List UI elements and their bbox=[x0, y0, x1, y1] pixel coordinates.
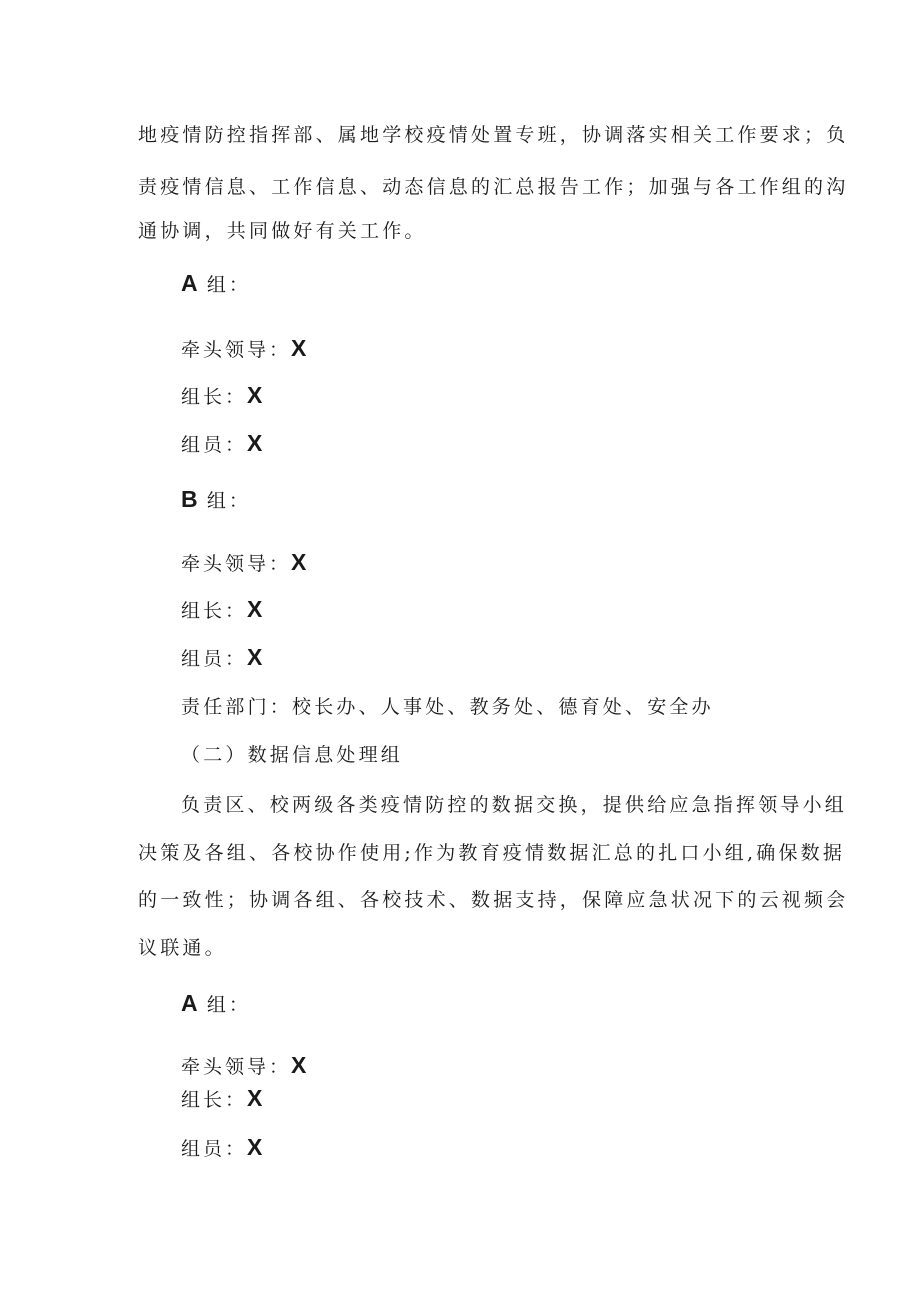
paragraph2-line: 议联通。 bbox=[138, 937, 227, 959]
paragraph2-line: 的一致性；协调各组、各校技术、数据支持，保障应急状况下的云视频会 bbox=[138, 889, 849, 911]
lead-row bbox=[181, 551, 306, 574]
member-value: X bbox=[247, 1134, 263, 1160]
leader-label: 组长： bbox=[181, 1089, 248, 1111]
paragraph1-line: 责疫情信息、工作信息、动态信息的汇总报告工作；加强与各工作组的沟 bbox=[138, 176, 849, 198]
group-label: 组： bbox=[206, 274, 251, 296]
group-letter: A bbox=[181, 990, 198, 1016]
member-row bbox=[181, 1136, 262, 1159]
leader-label: 组长： bbox=[181, 600, 248, 622]
group-letter: B bbox=[181, 486, 198, 512]
paragraph2-line: 负责区、校两级各类疫情防控的数据交换，提供给应急指挥领导小组 bbox=[181, 794, 848, 816]
leader-row bbox=[181, 1087, 262, 1110]
leader-value: X bbox=[247, 382, 263, 408]
leader-label: 组长： bbox=[181, 386, 248, 408]
lead-row bbox=[181, 337, 306, 360]
group-heading bbox=[181, 488, 251, 511]
member-row bbox=[181, 646, 262, 669]
leader-row bbox=[181, 598, 262, 621]
member-value: X bbox=[247, 644, 263, 670]
lead-label: 牵头领导： bbox=[181, 339, 292, 361]
member-label: 组员： bbox=[181, 434, 248, 456]
group-label: 组： bbox=[206, 994, 251, 1016]
member-value: X bbox=[247, 430, 263, 456]
group-heading bbox=[181, 992, 251, 1015]
lead-value: X bbox=[291, 549, 307, 575]
paragraph1-line: 通协调，共同做好有关工作。 bbox=[138, 220, 427, 242]
lead-label: 牵头领导： bbox=[181, 1056, 292, 1078]
section-title: （二）数据信息处理组 bbox=[181, 744, 404, 766]
lead-row bbox=[181, 1054, 306, 1077]
group-letter: A bbox=[181, 270, 198, 296]
member-row bbox=[181, 432, 262, 455]
group-heading bbox=[181, 272, 251, 295]
member-label: 组员： bbox=[181, 648, 248, 670]
member-label: 组员： bbox=[181, 1138, 248, 1160]
leader-value: X bbox=[247, 596, 263, 622]
paragraph2-line: 决策及各组、各校协作使用;作为教育疫情数据汇总的扎口小组,确保数据 bbox=[138, 842, 846, 864]
leader-value: X bbox=[247, 1085, 263, 1111]
leader-row bbox=[181, 384, 262, 407]
paragraph1-line: 地疫情防控指挥部、属地学校疫情处置专班，协调落实相关工作要求；负 bbox=[138, 124, 849, 146]
lead-value: X bbox=[291, 335, 307, 361]
lead-value: X bbox=[291, 1052, 307, 1078]
responsible-departments: 责任部门：校长办、人事处、教务处、德育处、安全办 bbox=[181, 696, 714, 718]
group-label: 组： bbox=[206, 490, 251, 512]
lead-label: 牵头领导： bbox=[181, 553, 292, 575]
